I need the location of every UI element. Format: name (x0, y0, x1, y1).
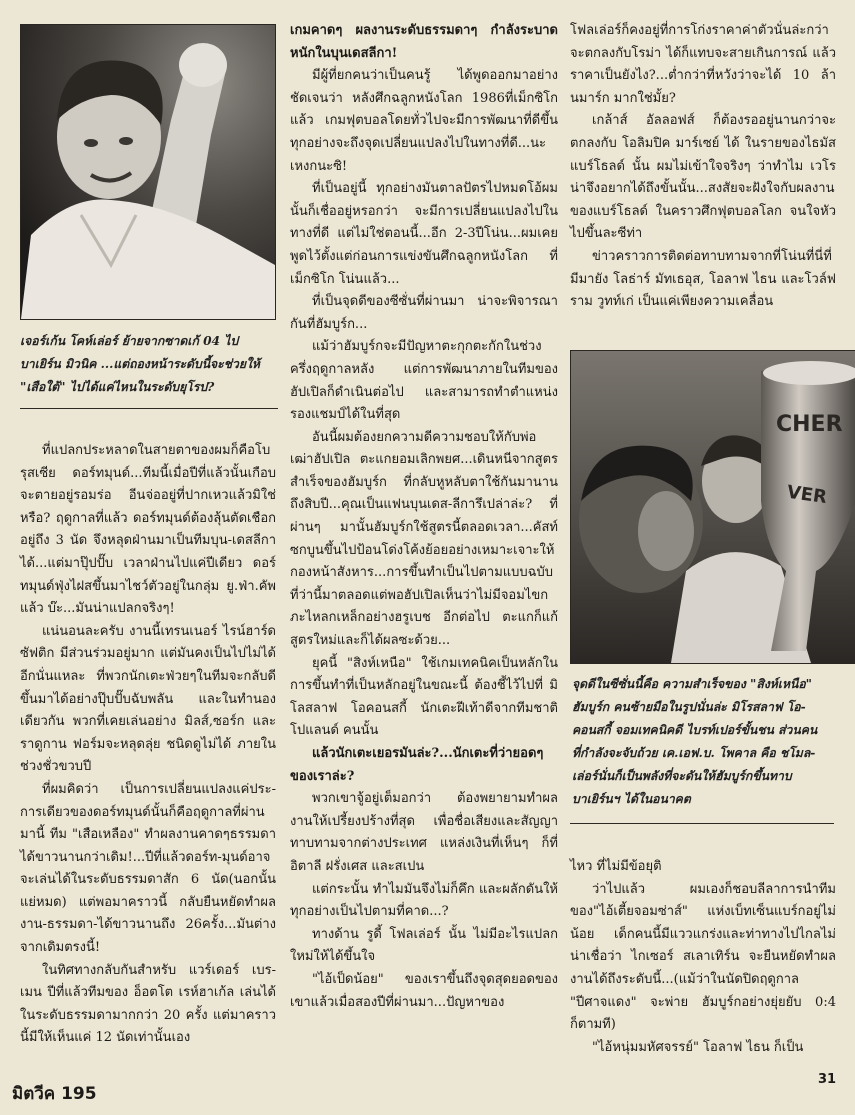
caption-line: จุดดีในซีซั่นนี้คือ ความสำเร็จของ "สิงห์เหนือ" (572, 677, 813, 691)
paragraph: มีผู้ที่ยกคนว่าเป็นคนรู้ ได้พูดออกมาอย่างชัดเจนว่า หลังศึกฉลูกหนังโลก 1986ที่เม็กซิโกแล้ว เกมฟุตบอลโดยทั่วไปจะมีการพัฒนาที่ดีขึ้น ทุกอย่างจะถึงจุดเปลี่ยนแปลงไปในทางที่ดี...นะเหงกนะซิ! (290, 68, 558, 174)
paragraph: แล้วนักเตะเยอรมันล่ะ?...นักเตะที่ว่ายอดๆ ของเราล่ะ? (290, 746, 544, 784)
caption-line: บาเยิร์น มิวนิค ...แต่ถองหน้าระดับนี้จะช่วยให้ (20, 357, 260, 371)
player-photo (20, 24, 276, 320)
paragraph: พวกเขาจู้อยู่เต็มอกว่า ต้องพยายามทำผลงานให้เปรี้ยงปร้างที่สุด เพื่อชื่อเสียงและสัญญาทาบทามจากต่างประเทศ แหล่งเงินที่เห็นๆ ก็ที่อิตาลี ฝรั่งเศส และสเปน (290, 791, 558, 874)
paragraph: ว่าไปแล้ว ผมเองก็ชอบลีลาการนำทีมของ"ไอ้เตี้ยจอมซ่าส์" แห่งเบ็ทเซ็นแบร์กอยู่ไม่น้อย เด็กคนนี้มีแววแกร่งและท่าทางไปไกลไม่น่าเชื่อว่า ไกเซอร์ สเลาเทิร์น จะยืนหยัดทำผลงานได้ถึงระดับนี้...(แม้ว่าในนัดปิดฤดูกาล "ปีศาจแดง" จะพ่าย ฮัมบูร์กอย่างยุ่ยยับ 0:4 ก็ตามที) (570, 881, 836, 1033)
magazine-issue-label: มิตวีค 195 (12, 1084, 97, 1104)
paragraph: โฟลเล่อร์ก็คงอยู่ที่การโก่งราคาค่าตัวนั่นล่ะกว่าจะตกลงกับโรม่า ได้ก็แทบจะสายเกินการณ์ แล้วราคาเป็นยังไง?...ต่ำกว่าที่หวังว่าจะได้ 10 ล้านมาร์ก มากใช่มั้ย? (570, 23, 836, 106)
paragraph: ที่เป็นจุดดีของซีซั่นที่ผ่านมา น่าจะพิจารณากันที่ฮัมบูร์ก... (290, 294, 558, 332)
trophy-photo (570, 350, 855, 664)
page-number: 31 (818, 1072, 837, 1087)
paragraph: ที่แปลกประหลาดในสายตาของผมก็คือโบรุสเซีย ดอร์ทมุนด์...ทีมนี้เมื่อปีที่แล้วนั้นเกือบจะตายอยู่รอมร่อ อีนจ่ออยู่ที่ปากเหวแล้วมิใช่หรือ? ฤดูกาลที่แล้ว ดอร์ทมุนด์ต้องลุ้นตัดเชือกอยู่ถึง 3 นัด จึงหลุดฝ่านมาเป็นทีมบุน-เดสลีกาได้...แต่มาปุ๊ปปั๊บ เวลาฝ่านไปแค่ปีเดียว ดอร์ทมุนด์ฟุ่งไฝสขึ้นมาไชว์ตัวอยู่ในกลุ่ม ยู.ฟ่า.คัพ แล้ว บ๊ะ...มันน่าแปลกจริงๆ! (20, 443, 276, 617)
caption-line: บาเยิร์นฯ ได้ในอนาคต (572, 792, 691, 806)
caption-line: เล่อร์นั่นก็เป็นพลังที่จะดันให้ฮัมบูร์กขึ้นทาบ (572, 769, 792, 783)
paragraph: ที่เป็นอยู่นี้ ทุกอย่างมันตาลปัตรไปหมดโอ้ผมนั้นก็เชื่ออยู่หรอกว่า จะมีการเปลี่ยนแปลงไปในทางที่ดี แต่ไม่ใช่ตอนนี้...อีก 2-3ปีโน่น...ผมเคยพูดไว้ตั้งแต่ก่อนการแข่งขันศึกฉลูกหนังโลก ที่เม็กซิโก โน่นแล้ว... (290, 181, 558, 287)
svg-text:VER: VER (785, 481, 829, 509)
paragraph: ยุคนี้ "สิงห์เหนือ" ใช้เกมเทคนิคเป็นหลักในการขึ้นทำที่เป็นหลักอยู่ในขณะนี้ ต้องชี้ไว้ไปที่ มิโลสลาฟ โอคอนสกี้ นักเตะฝีเท้าดีจากทีมชาติโปแลนด์ คนนั้น (290, 655, 558, 739)
caption-divider-2 (570, 823, 834, 824)
players-with-trophy-image (571, 351, 855, 663)
paragraph: แม้ว่าฮัมบูร์กจะมีปัญหาตะกุกตะกักในช่วงครึ่งฤดูกาลหลัง แต่การพัฒนาภายในทีมของฮัปเปิลก็ดำเนินต่อไป และสามารถทำตำแหน่งรองแชมป์ได้ในที่สุด (290, 339, 558, 423)
paragraph: แต่กระนั้น ทำไมมันจึงไม่ก็คึก และผลักดันให้ทุกอย่างเป็นไปตามที่คาด...? (290, 881, 558, 920)
paragraph: ข่าวคราวการติดต่อทาบทามจากที่โน่นที่นี่ที่มีมายัง โลธ่าร์ มัทเธอุส, โอลาฟ ไธน และโวล์ฟราม วูทท์เก่ เป็นแค่เพียงความเคลื่อน (570, 248, 836, 310)
article-column-1 (20, 440, 276, 1050)
paragraph: แน่นอนละครับ งานนี้เทรนเนอร์ ไรน์ฮาร์ดซัฟติก มีส่วนร่วมอยู่มาก แต่มันคงเป็นไปไม่ได้อีกนั่นแหละ ที่พวกนักเตะฟ่วยๆในทีมจะกลับดีขึ้นมาได้อย่างปุ๊บปั๊บฉับพลัน และในทำนองเดียวกัน พวกที่เคยเล่นอย่าง มิลส์,ซอร์ก และ ราดูกาน ฟอร์มจะหลุดลุ่ย ชนิดดูไม่ได้ ภายในช่วงชั่วขวบปี (20, 623, 276, 775)
caption-line: ฮัมบูร์ก คนซ้ายมือในรูปนั่นล่ะ มิโรสลาฟ โอ- (572, 700, 806, 714)
paragraph: "ไอ้หนุ่มมหัศจรรย์" โอลาฟ ไธน ก็เป็น (592, 1039, 804, 1055)
article-column-3-bottom (570, 856, 836, 1059)
paragraph: ในทิศทางกลับกันสำหรับ แวร์เดอร์ เบร-เมน ปีที่แล้วทีมของ อ็อตโต เรห์ฮาเก้ล เล่นได้ในระดับธรรมดามากกว่า 20 ครั้ง แต่มาคราวนี้มีให้เห็นแค่ 12 นัดเท่านั้นเอง (20, 962, 276, 1046)
article-column-2 (290, 20, 558, 1014)
player-celebrating-image (21, 25, 275, 319)
photo-caption-2 (572, 673, 842, 811)
paragraph: "ไอ้เป็ดน้อย" ของเราขึ้นถึงจุดสุดยอดของเขาแล้วเมื่อสองปีที่ผ่านมา...ปัญหาของ (290, 971, 558, 1010)
svg-text:CHER: CHER (776, 412, 843, 437)
paragraph: ที่ผมคิดว่า เป็นการเปลี่ยนแปลงแค่ประ-การเดียวของดอร์ทมุนด์นั้นก็คือฤดูกาลที่ผ่านมานี้ ทีม "เสือเหลือง" ทำผลงานคาดๆธรรมดา ได้ขาวนานกว่าเดิม!...ปีที่แล้วดอร์ท-มุนด์อาจจะเล่นได้ในระดับธรรมดาสัก 6 นัด(นอกนั้นแย่หมด) แต่พอมาคราวนี้ กลับยืนหยัดทำผลงาน-ธรรมดา-ได้ขาวนานถึง 26ครั้ง...มันต่างจากเดิมตรงนี้! (20, 781, 276, 956)
caption-line: ที่กำลังจะจับถ้วย เค.เอฟ.บ. โพคาล คือ ชโมล- (572, 746, 816, 760)
caption-line: "เสือใต้" ไปได้แค่ไหนในระดับยุโรป? (20, 380, 215, 394)
photo-caption-1 (20, 330, 280, 399)
article-column-3-top (570, 20, 836, 314)
paragraph: เกมคาดๆ ผลงานระดับธรรมดาๆ กำลังระบาดหนักในบุนเดสลีกา! (290, 23, 558, 61)
paragraph: เกล้าส์ อัลลอฟส์ ก็ต้องรออยู่นานกว่าจะตกลงกับ โอลิมปิค มาร์เซย์ ได้ ในรายของไธมัส แบร์โธลด์ นั้น ผมไม่เข้าใจจริงๆ ว่าทำไม เวโรน่าจึงอยากได้ถึงขั้นนั้น...สงสัยจะฝังใจกับผลงานของแบร์โธลด์ ในคราวศึกฟุตบอลโลก จนใจหัวไปขึ้นละซีท่า (570, 113, 836, 242)
caption-line: คอนสกี้ จอมเทคนิคดี ไบรท์เปอร์ขั้นชน ส่วนคน (572, 723, 818, 737)
paragraph: ไหว ที่ไม่มีข้อยุติ (570, 859, 662, 874)
caption-divider-1 (20, 408, 278, 409)
paragraph: ทางด้าน รูดี้ โฟลเล่อร์ นั้น ไม่มีอะไรแปลกใหม่ให้ได้ขึ้นใจ (290, 926, 558, 965)
caption-line: เจอร์เก้น โคห์เล่อร์ ย้ายจากซาดเก้ 04 ไป (20, 334, 239, 348)
paragraph: อันนี้ผมต้องยกความดีความชอบให้กับพ่อเฒ่าฮัปเปิล ตะแกยอมเลิกพยศ...เดินหนีจากสูตรสำเร็จของฮัมบูร์ก ที่กลับหูหลับตาใช้กันมานานถึงสิบปี...คุณเป็นแฟนบุนเดส-ลีการึเปล่าล่ะ? ที่ผ่านๆ มานั้นฮัมบูร์กใช้สูตรนี้ตลอดเวลา...คัสท์ซกบูนขึ้นไปป้อนโด่งโค้งย้อยอย่างเหมาะเจาะให้กองหน้าสังหาร...การขึ้นทำเป็นไปตามแบบฉบับที่ว่านี้มาตลอดแต่พอฮัปเปิลเห็นว่าไม่มีจอมไขก ภะไหลกเหล็กอย่างฮรูเบช อีกต่อไป ตะแกก็แก้สูตรใหม่และก็ได้ผลซะด้วย... (290, 429, 558, 649)
